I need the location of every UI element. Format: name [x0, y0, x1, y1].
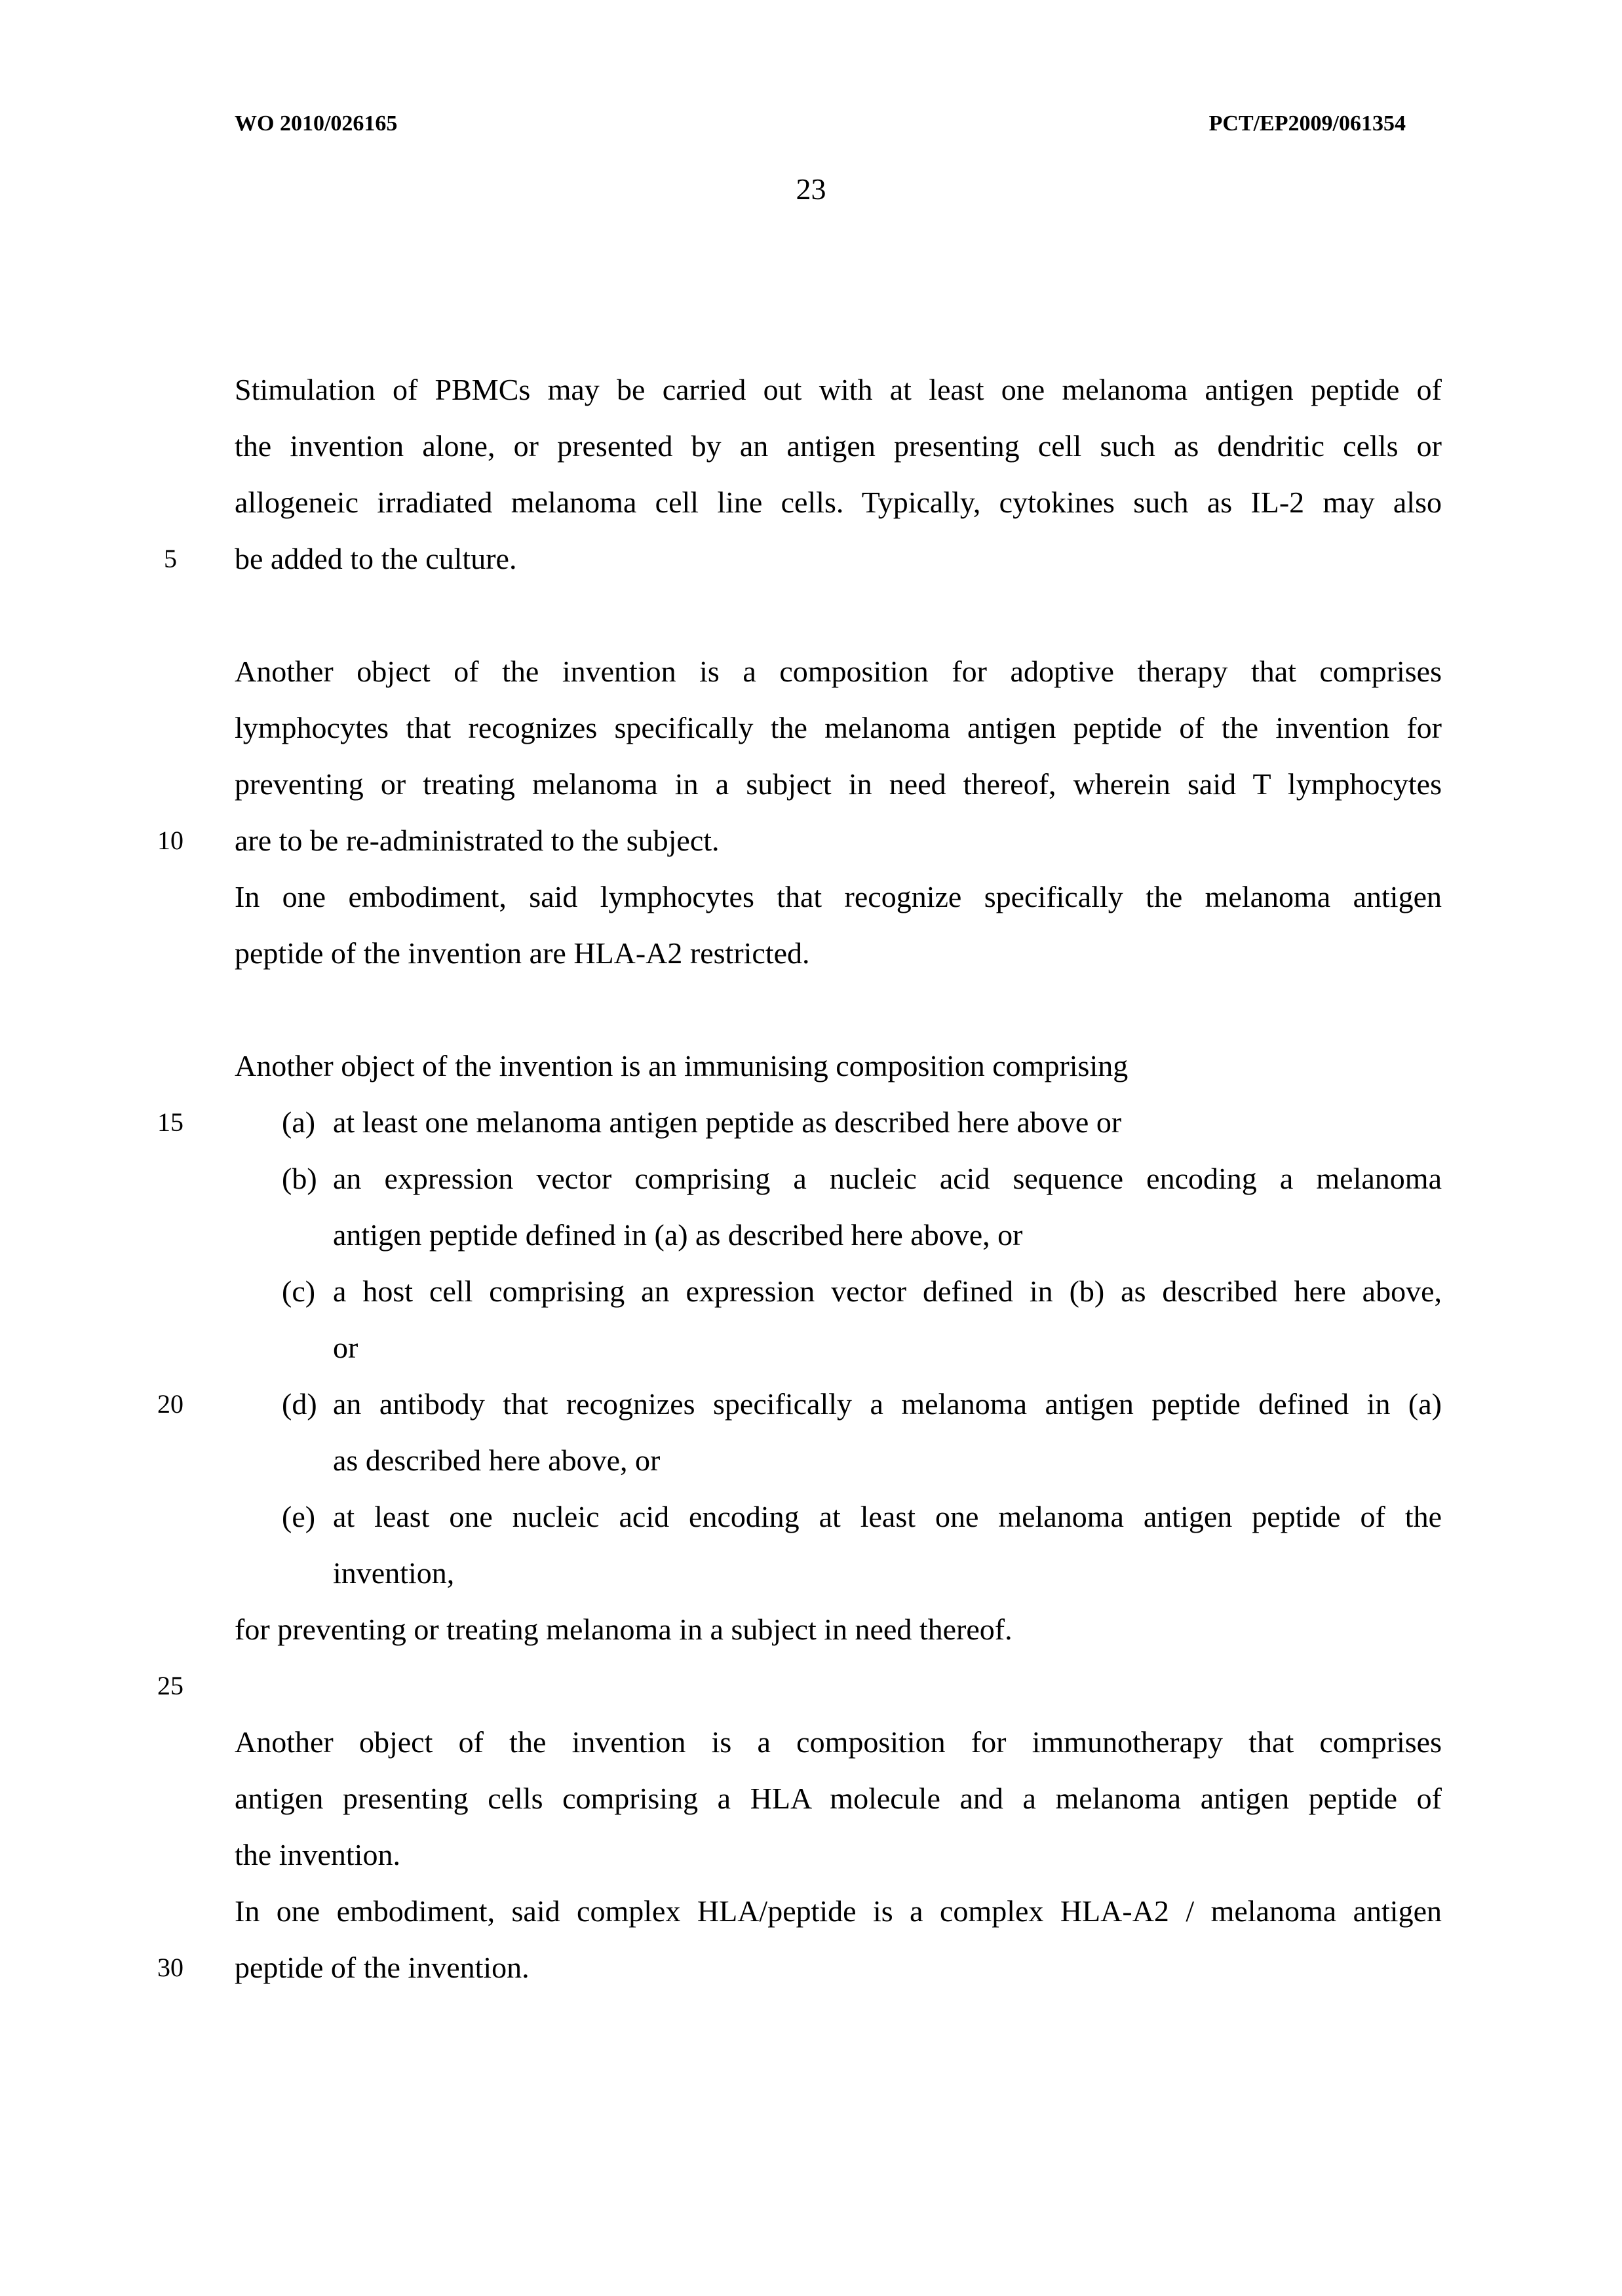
text-line: are to be re-administrated to the subject. — [235, 824, 720, 857]
text-line: the invention. — [235, 1838, 400, 1871]
text-line: peptide of the invention are HLA-A2 restricted. — [235, 936, 810, 970]
text-line: In one embodiment, said lymphocytes that recognize specifically the melanoma antigen — [235, 880, 1442, 913]
application-number: PCT/EP2009/061354 — [1208, 111, 1406, 136]
text-line: the invention alone, or presented by an antigen presenting cell such as dendritic cells or — [235, 429, 1442, 463]
page-number: 23 — [796, 172, 826, 206]
list-item-label: (e) — [282, 1500, 316, 1533]
text-line: Another object of the invention is a composition for adoptive therapy that comprises — [235, 655, 1442, 688]
list-intro: Another object of the invention is an immunising composition comprising — [235, 1049, 1129, 1082]
text-line: In one embodiment, said complex HLA/peptide is a complex HLA-A2 / melanoma antigen — [235, 1894, 1442, 1928]
list-item-text: at least one melanoma antigen peptide as described here above or — [333, 1105, 1122, 1139]
list-item-text: an antibody that recognizes specifically a melanoma antigen peptide defined in (a) — [333, 1387, 1442, 1421]
publication-number: WO 2010/026165 — [235, 111, 398, 136]
line-number: 10 — [157, 826, 183, 855]
line-number: 5 — [164, 544, 177, 573]
list-item-text: at least one nucleic acid encoding at least one melanoma antigen peptide of the — [333, 1500, 1442, 1533]
text-line: lymphocytes that recognizes specifically the melanoma antigen peptide of the invention for — [235, 711, 1442, 744]
text-line: peptide of the invention. — [235, 1951, 530, 1984]
list-item-text: antigen peptide defined in (a) as described here above, or — [333, 1218, 1023, 1252]
text-line: Another object of the invention is a composition for immunotherapy that comprises — [235, 1725, 1442, 1759]
list-item-text: a host cell comprising an expression vector defined in (b) as described here above, — [333, 1274, 1442, 1308]
list-item-label: (c) — [282, 1274, 316, 1308]
line-number: 25 — [157, 1671, 183, 1700]
list-item-label: (a) — [282, 1105, 316, 1139]
line-number: 15 — [157, 1107, 183, 1137]
list-item-text: invention, — [333, 1556, 455, 1590]
list-item-label: (d) — [282, 1387, 317, 1421]
list-item-text: as described here above, or — [333, 1444, 661, 1477]
list-item-text: an expression vector comprising a nucleic acid sequence encoding a melanoma — [333, 1162, 1442, 1195]
list-item-text: or — [333, 1331, 358, 1364]
text-line: allogeneic irradiated melanoma cell line cells. Typically, cytokines such as IL-2 may also — [235, 486, 1442, 519]
text-line: preventing or treating melanoma in a subject in need thereof, wherein said T lymphocytes — [235, 767, 1442, 801]
text-line: antigen presenting cells comprising a HLA molecule and a melanoma antigen peptide of — [235, 1782, 1442, 1815]
text-line: Stimulation of PBMCs may be carried out with at least one melanoma antigen peptide of — [235, 373, 1442, 406]
line-number: 20 — [157, 1389, 183, 1419]
list-item-label: (b) — [282, 1162, 317, 1195]
list-outro: for preventing or treating melanoma in a subject in need thereof. — [235, 1613, 1013, 1646]
text-line: be added to the culture. — [235, 542, 517, 575]
line-number: 30 — [157, 1953, 183, 1982]
